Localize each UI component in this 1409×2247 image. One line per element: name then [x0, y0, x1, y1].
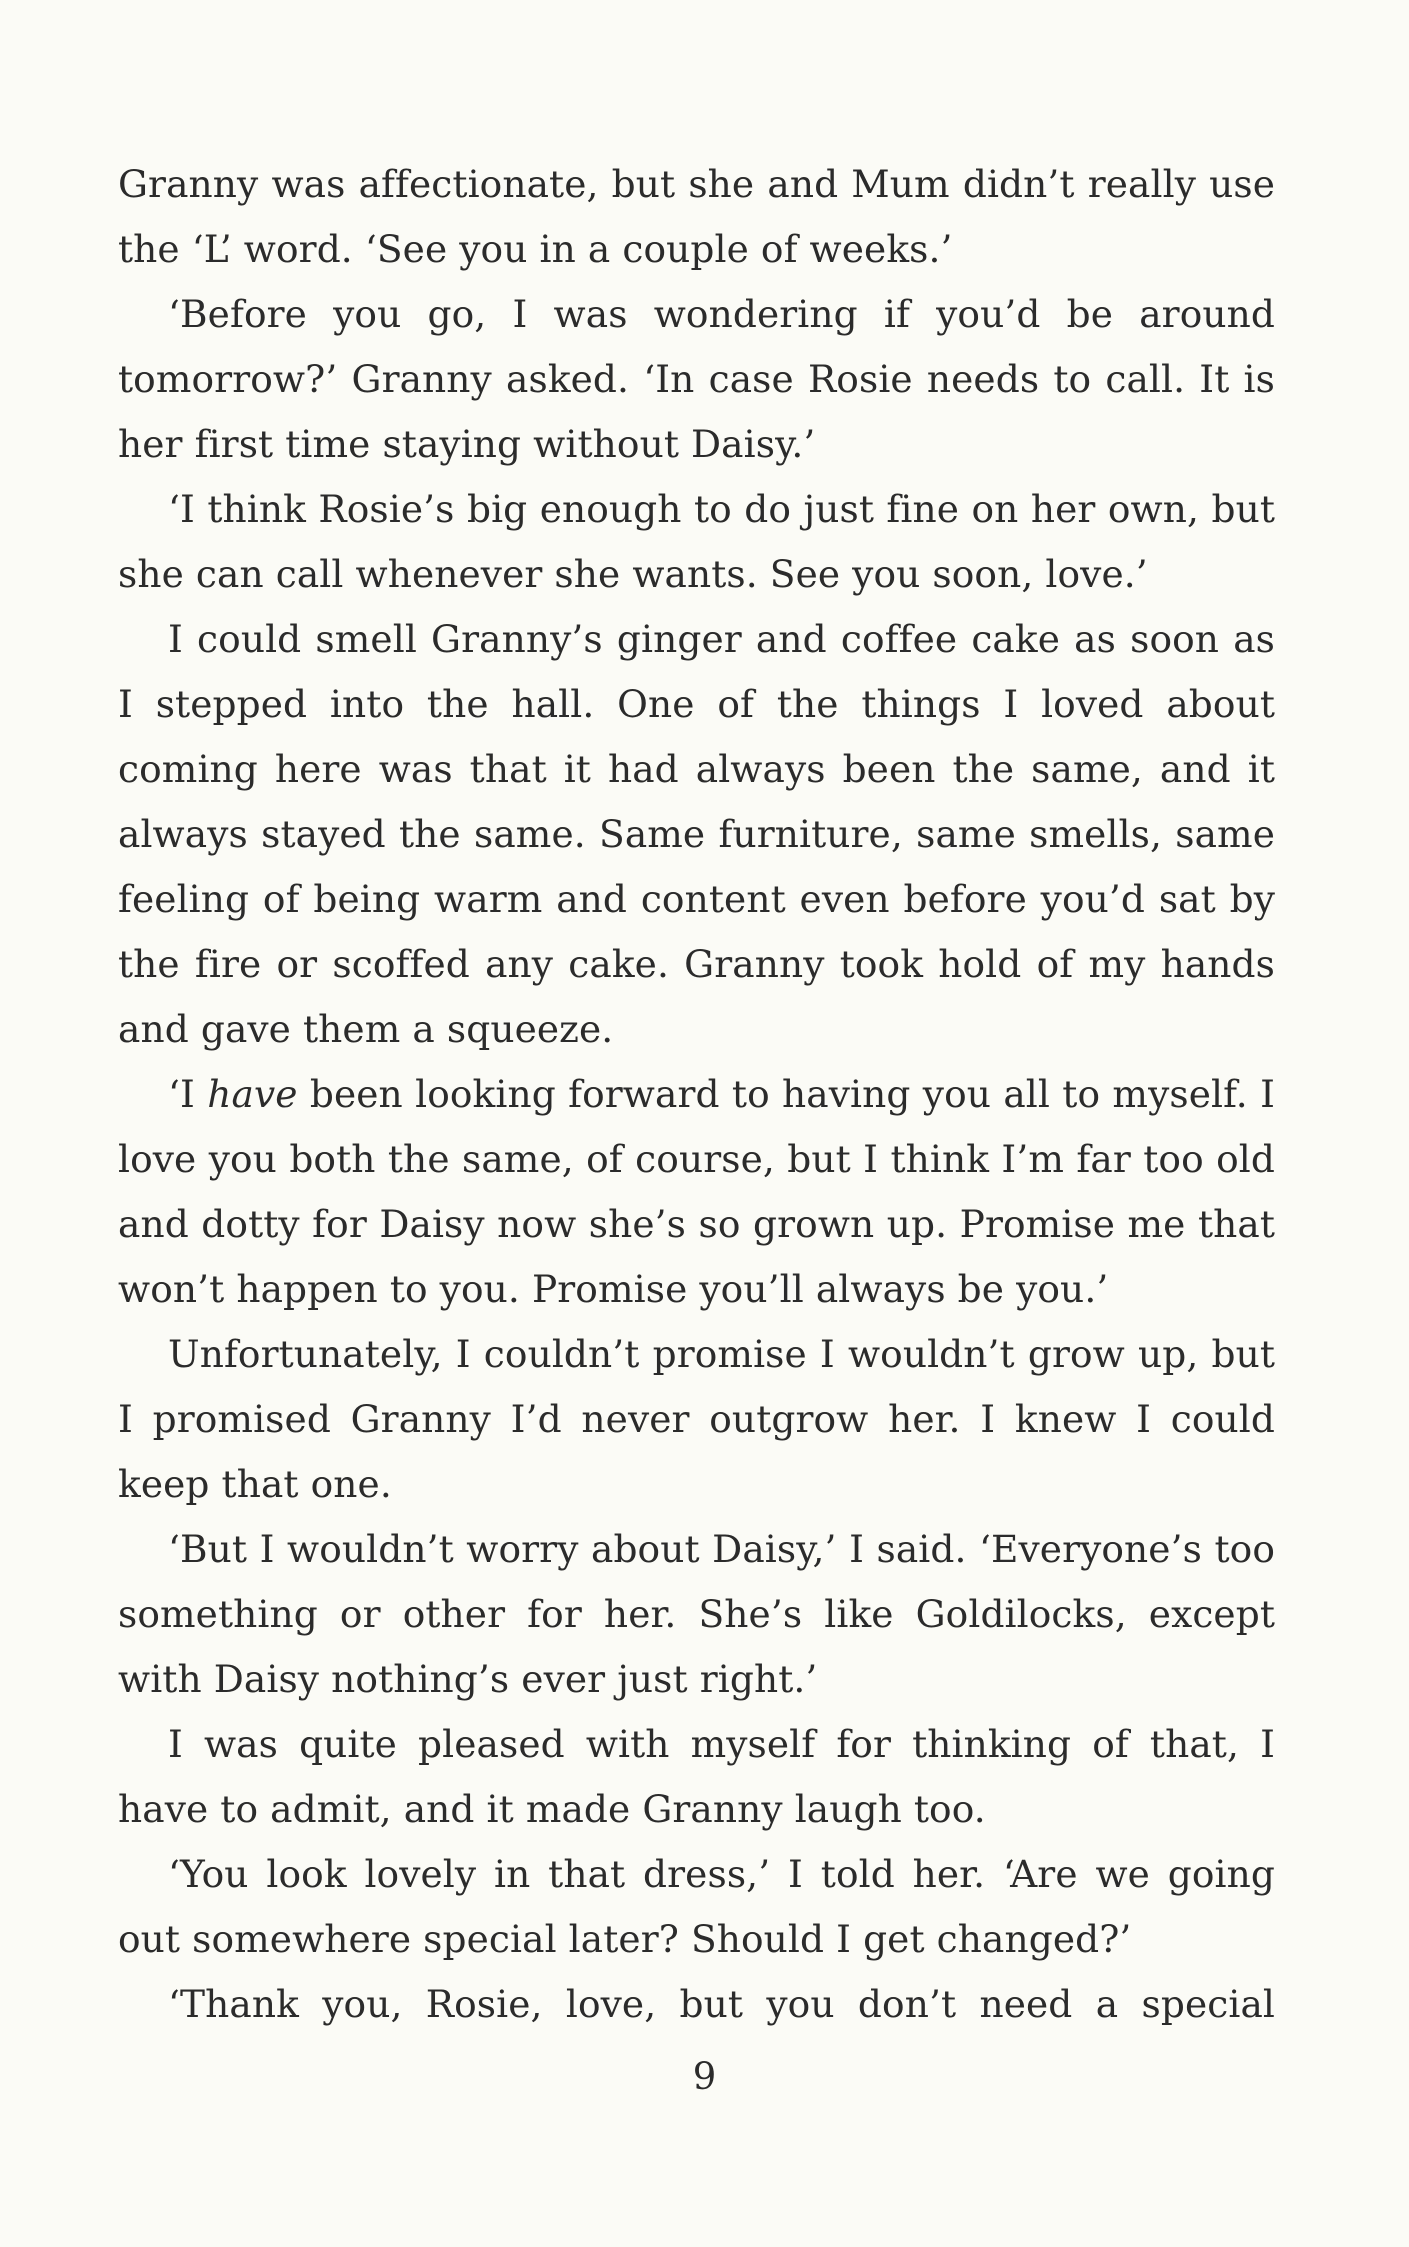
- paragraph-5-rest: been looking forward to having you all to myself. I love you both the same, of course, but I think I’m far too old and dotty for Daisy now she’s so grown up. Promise me that won’t happen to you. Promise you’ll always be you.’: [118, 1072, 1275, 1311]
- paragraph-6: Unfortunately, I couldn’t promise I wouldn’t grow up, but I promised Granny I’d never outgrow her. I knew I could keep that one.: [118, 1332, 1275, 1506]
- body-text: [118, 152, 1275, 2037]
- emphasis-have: have: [207, 1072, 298, 1116]
- paragraph-4: I could smell Granny’s ginger and coffee cake as soon as I stepped into the hall. One of the things I loved about coming here was that it had always been the same, and it always stayed the same. Same furniture, same smells, same feeling of being warm and content even before you’d sat by the fire or scoffed any cake. Granny took hold of my hands and gave them a squeeze.: [118, 617, 1275, 1051]
- paragraph-8: I was quite pleased with myself for thinking of that, I have to admit, and it made Granny laugh too.: [118, 1722, 1275, 1831]
- paragraph-5: [118, 1062, 1275, 1322]
- paragraph-7: ‘But I wouldn’t worry about Daisy,’ I said. ‘Everyone’s too something or other for her. She’s like Goldilocks, except with Daisy nothing’s ever just right.’: [118, 1527, 1275, 1701]
- paragraph-5-start: ‘I: [168, 1072, 208, 1116]
- paragraph-3: ‘I think Rosie’s big enough to do just fine on her own, but she can call whenever she wants. See you soon, love.’: [118, 487, 1275, 596]
- paragraph-9: ‘You look lovely in that dress,’ I told her. ‘Are we going out somewhere special later? Should I get changed?’: [118, 1852, 1275, 1961]
- paragraph-2: ‘Before you go, I was wondering if you’d be around tomorrow?’ Granny asked. ‘In case Rosie needs to call. It is her first time staying without Daisy.’: [118, 292, 1275, 466]
- paragraph-1: Granny was affectionate, but she and Mum didn’t really use the ‘L’ word. ‘See you in a couple of weeks.’: [118, 162, 1275, 271]
- paragraph-10: ‘Thank you, Rosie, love, but you don’t need a special: [168, 1982, 1275, 2026]
- page-number: 9: [692, 2055, 717, 2098]
